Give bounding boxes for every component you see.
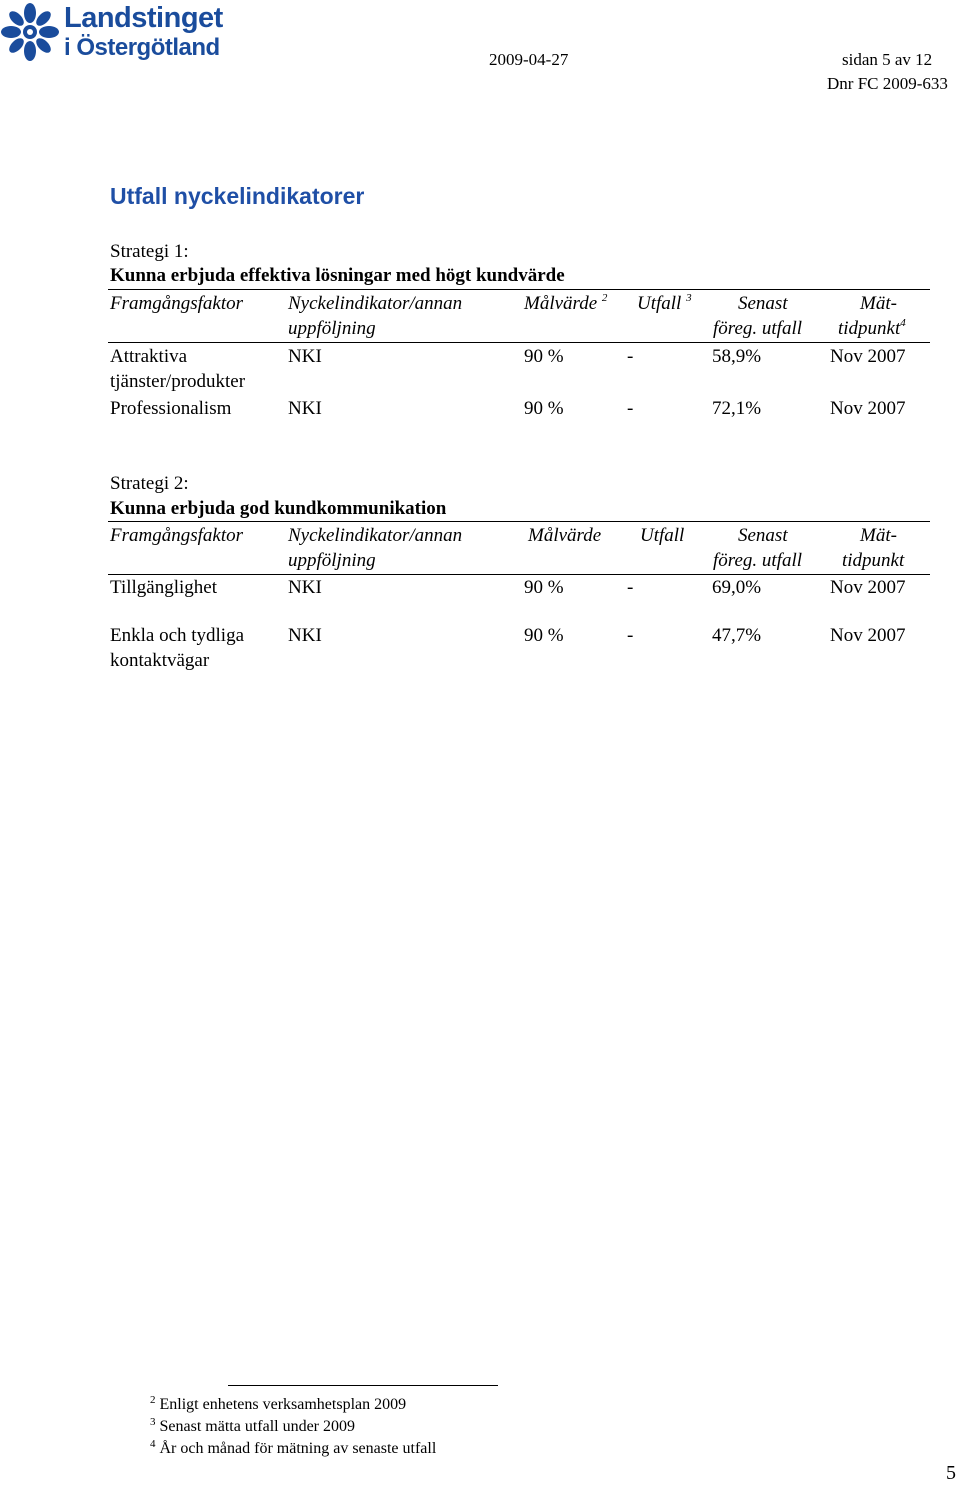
document-date: 2009-04-27 bbox=[489, 50, 569, 69]
table2-row2-prev: 47,7% bbox=[712, 625, 762, 646]
table1-header-rule bbox=[108, 342, 930, 343]
table2-row1-prev: 69,0% bbox=[712, 577, 762, 598]
table2-header-outcome: Utfall bbox=[640, 525, 685, 546]
table1-header-indicator: Nyckelindikator/annan bbox=[288, 293, 463, 314]
table1-header-target: Målvärde $^2$ bbox=[524, 292, 608, 314]
table2-row1-time: Nov 2007 bbox=[830, 577, 906, 598]
table2-row2-time: Nov 2007 bbox=[830, 625, 906, 646]
table1-row2-time: Nov 2007 bbox=[830, 398, 906, 419]
footnote-2: $^2$ Enligt enhetens verksamhetsplan 2009 bbox=[150, 1394, 407, 1413]
table1-row1-factor-line2: tjänster/produkter bbox=[110, 371, 246, 392]
table1-row1-indicator: NKI bbox=[288, 346, 322, 367]
footnote-3: $^3$ Senast mätta utfall under 2009 bbox=[150, 1416, 356, 1435]
table1-header-indicator-line2: uppföljning bbox=[288, 318, 376, 339]
table2-header-prev-line2: föreg. utfall bbox=[713, 550, 803, 571]
table2-top-rule bbox=[108, 521, 930, 522]
table1-row1-prev: 58,9% bbox=[712, 346, 762, 367]
page-title: Utfall nyckelindikatorer bbox=[110, 183, 365, 209]
footnote-ref-3: 3 bbox=[686, 292, 692, 304]
table2-header-time-line2: tidpunkt bbox=[842, 550, 905, 571]
table1-header-time: Mät- bbox=[860, 293, 897, 314]
table1-header-prev-line2: föreg. utfall bbox=[713, 318, 803, 339]
table2-row2-indicator: NKI bbox=[288, 625, 322, 646]
table1-header-outcome: Utfall $^3$ bbox=[637, 292, 692, 314]
footnote-separator bbox=[228, 1385, 498, 1386]
strategy1-label: Strategi 1: bbox=[110, 241, 189, 262]
table1-header-prev: Senast bbox=[738, 293, 788, 314]
table2-row2-outcome: - bbox=[627, 625, 634, 646]
footnote-4: $^4$ År och månad för mätning av senaste utfall bbox=[150, 1438, 437, 1457]
table1-row1-time: Nov 2007 bbox=[830, 346, 906, 367]
table1-row2-target: 90 % bbox=[524, 398, 564, 419]
table1-row2-prev: 72,1% bbox=[712, 398, 762, 419]
table1-top-rule bbox=[108, 289, 930, 290]
logo-wordmark-line1: Landstinget bbox=[64, 2, 223, 34]
table2-row1-outcome: - bbox=[627, 577, 634, 598]
table2-header-indicator-line2: uppföljning bbox=[288, 550, 376, 571]
table2-header-prev: Senast bbox=[738, 525, 788, 546]
page-number: 5 bbox=[946, 1462, 956, 1484]
table2-row1-indicator: NKI bbox=[288, 577, 322, 598]
table1-row1-outcome: - bbox=[627, 346, 634, 367]
footnote-ref-2: 2 bbox=[601, 292, 608, 304]
footnote-ref-4: 4 bbox=[900, 317, 906, 329]
table1-row1-factor: Attraktiva bbox=[110, 346, 188, 367]
table2-header-indicator: Nyckelindikator/annan bbox=[288, 525, 463, 546]
table2-row1-factor: Tillgänglighet bbox=[110, 577, 217, 598]
flower-emblem-icon bbox=[0, 2, 60, 62]
table1-row1-target: 90 % bbox=[524, 346, 564, 367]
table2-row1-target: 90 % bbox=[524, 577, 564, 598]
table2-row2-factor: Enkla och tydliga bbox=[110, 625, 245, 646]
logo-wordmark-line2: i Östergötland bbox=[64, 34, 220, 61]
table2-row2-factor-line2: kontaktvägar bbox=[110, 650, 210, 671]
table1-header-factor: Framgångsfaktor bbox=[110, 293, 243, 314]
document-reference: Dnr FC 2009-633 bbox=[827, 74, 948, 93]
table1-header-time-line2: tidpunkt$^4$ bbox=[838, 317, 906, 339]
strategy1-heading: Kunna erbjuda effektiva lösningar med högt kundvärde bbox=[110, 265, 565, 286]
table1-row2-indicator: NKI bbox=[288, 398, 322, 419]
page-indicator: sidan 5 av 12 bbox=[842, 50, 933, 69]
table1-row2-factor: Professionalism bbox=[110, 398, 232, 419]
table2-row2-target: 90 % bbox=[524, 625, 564, 646]
table2-header-factor: Framgångsfaktor bbox=[110, 525, 243, 546]
table2-header-time: Mät- bbox=[860, 525, 897, 546]
table2-header-target: Målvärde bbox=[528, 525, 602, 546]
table2-header-rule bbox=[108, 574, 930, 575]
table1-row2-outcome: - bbox=[627, 398, 634, 419]
organization-logo bbox=[0, 0, 250, 68]
strategy2-heading: Kunna erbjuda god kundkommunikation bbox=[110, 498, 447, 519]
strategy2-label: Strategi 2: bbox=[110, 473, 189, 494]
